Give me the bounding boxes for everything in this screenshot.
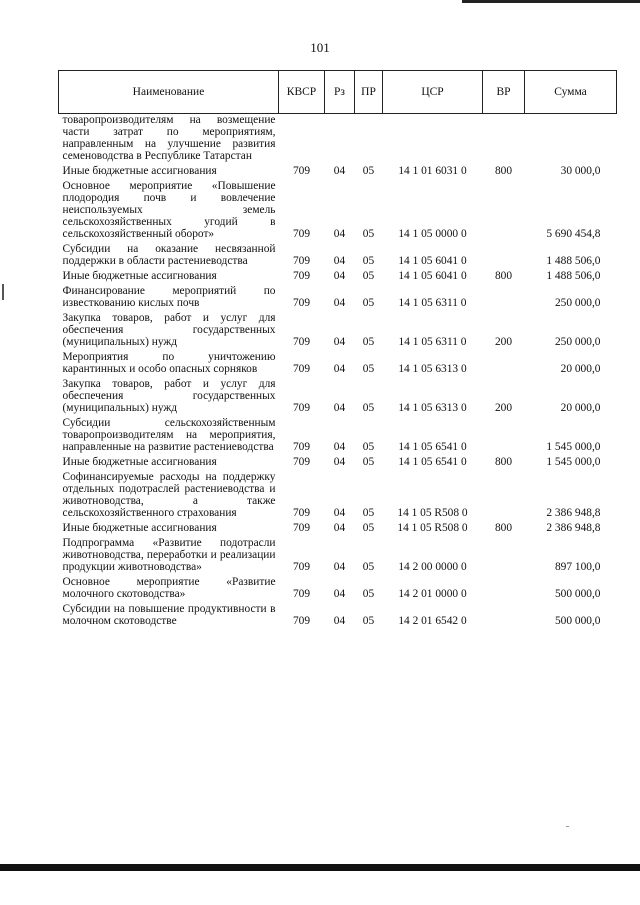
row-pr: 05	[362, 165, 375, 177]
table-row	[59, 312, 617, 351]
row-rz: 04	[333, 255, 346, 267]
row-kvsr: 709	[292, 456, 311, 468]
row-pr: 05	[362, 270, 375, 282]
row-sum: 500 000,0	[554, 615, 601, 627]
row-sum: 1 545 000,0	[546, 456, 601, 468]
row-rz: 04	[333, 588, 346, 600]
row-sum: 897 100,0	[554, 561, 601, 573]
header-vr: ВР	[483, 71, 525, 114]
row-sum	[525, 114, 617, 166]
row-rz: 04	[333, 228, 346, 240]
row-kvsr: 709	[292, 270, 311, 282]
table-body	[59, 114, 617, 631]
row-csr: 14 1 05 0000 0	[398, 228, 467, 240]
row-vr	[483, 180, 525, 243]
row-vr: 800	[494, 270, 513, 282]
row-kvsr: 709	[292, 336, 311, 348]
row-csr: 14 2 01 0000 0	[398, 588, 467, 600]
header-kvsr: КВСР	[279, 71, 325, 114]
row-csr: 14 1 05 6041 0	[398, 270, 467, 282]
row-sum: 500 000,0	[554, 588, 601, 600]
row-kvsr: 709	[292, 615, 311, 627]
row-rz: 04	[333, 270, 346, 282]
row-rz: 04	[333, 297, 346, 309]
table-row	[59, 603, 617, 630]
row-vr	[483, 576, 525, 603]
row-sum: 5 690 454,8	[546, 228, 601, 240]
row-vr	[483, 537, 525, 576]
row-kvsr: 709	[292, 228, 311, 240]
row-csr: 14 1 05 6313 0	[398, 402, 467, 414]
row-name: Подпрограмма «Развитие подотрасли животноводства, переработки и реализации продукции животноводства»	[62, 537, 276, 573]
row-rz: 04	[333, 507, 346, 519]
table-row	[59, 165, 617, 180]
row-name: товаропроизводителям на возмещение части затрат по мероприятиям, направленным на улучшение развития семеноводства в Республике Татарстан	[62, 114, 276, 162]
table-row	[59, 378, 617, 417]
row-name: Иные бюджетные ассигнования	[62, 522, 217, 534]
table-row	[59, 180, 617, 243]
row-csr: 14 1 05 R508 0	[397, 507, 468, 519]
table-row	[59, 537, 617, 576]
row-name: Основное мероприятие «Развитие молочного скотоводства»	[62, 576, 276, 600]
scan-mark	[2, 284, 4, 300]
header-rz: Рз	[325, 71, 355, 114]
row-pr	[355, 114, 383, 166]
row-pr: 05	[362, 228, 375, 240]
row-kvsr: 709	[292, 297, 311, 309]
table-row	[59, 285, 617, 312]
row-pr: 05	[362, 522, 375, 534]
row-csr	[383, 114, 483, 166]
row-sum: 2 386 948,8	[546, 507, 601, 519]
row-vr	[483, 243, 525, 270]
row-kvsr: 709	[292, 522, 311, 534]
row-name: Закупка товаров, работ и услуг для обеспечения государственных (муниципальных) нужд	[62, 378, 276, 414]
row-pr: 05	[362, 561, 375, 573]
page-number: 101	[310, 40, 330, 55]
row-csr: 14 1 05 6313 0	[398, 363, 467, 375]
row-kvsr	[279, 114, 325, 166]
row-kvsr: 709	[292, 255, 311, 267]
row-kvsr: 709	[292, 561, 311, 573]
row-pr: 05	[362, 456, 375, 468]
row-kvsr: 709	[292, 588, 311, 600]
row-sum: 1 545 000,0	[546, 441, 601, 453]
header-sum: Сумма	[525, 71, 617, 114]
row-csr: 14 1 05 R508 0	[397, 522, 468, 534]
row-vr: 800	[494, 456, 513, 468]
row-kvsr: 709	[292, 363, 311, 375]
row-kvsr: 709	[292, 441, 311, 453]
row-name: Субсидии сельскохозяйственным товаропроизводителям на мероприятия, направленные на развитие растениеводства	[62, 417, 276, 453]
row-vr	[483, 603, 525, 630]
table-row	[59, 114, 617, 166]
row-name: Субсидии на оказание несвязанной поддержки в области растениеводства	[62, 243, 276, 267]
row-pr: 05	[362, 336, 375, 348]
row-kvsr: 709	[292, 165, 311, 177]
table-row	[59, 351, 617, 378]
row-rz	[325, 114, 355, 166]
header-pr: ПР	[355, 71, 383, 114]
row-name: Финансирование мероприятий по известкованию кислых почв	[62, 285, 276, 309]
row-vr: 200	[494, 336, 513, 348]
row-pr: 05	[362, 402, 375, 414]
row-rz: 04	[333, 561, 346, 573]
row-csr: 14 1 05 6311 0	[398, 336, 467, 348]
row-pr: 05	[362, 441, 375, 453]
row-csr: 14 1 05 6541 0	[398, 441, 467, 453]
row-rz: 04	[333, 441, 346, 453]
row-pr: 05	[362, 363, 375, 375]
row-name: Иные бюджетные ассигнования	[62, 165, 217, 177]
row-name: Софинансируемые расходы на поддержку отдельных подотраслей растениеводства и животноводства, а также сельскохозяйственного страхования	[62, 471, 276, 519]
row-name: Субсидии на повышение продуктивности в молочном скотоводстве	[62, 603, 276, 627]
row-vr	[483, 285, 525, 312]
row-name: Основное мероприятие «Повышение плодородия почв и вовлечение неиспользуемых земель сельскохозяйственных угодий в сельскохозяйственный оборот»	[62, 180, 276, 240]
row-csr: 14 1 05 6041 0	[398, 255, 467, 267]
row-rz: 04	[333, 402, 346, 414]
table-row	[59, 270, 617, 285]
row-name: Иные бюджетные ассигнования	[62, 456, 217, 468]
row-name: Закупка товаров, работ и услуг для обеспечения государственных (муниципальных) нужд	[62, 312, 276, 348]
row-rz: 04	[333, 363, 346, 375]
scan-speck	[566, 826, 569, 827]
row-sum: 20 000,0	[560, 402, 601, 414]
row-vr	[483, 114, 525, 166]
row-rz: 04	[333, 336, 346, 348]
row-pr: 05	[362, 255, 375, 267]
row-kvsr: 709	[292, 402, 311, 414]
row-name: Мероприятия по уничтожению карантинных и особо опасных сорняков	[62, 351, 276, 375]
row-pr: 05	[362, 507, 375, 519]
row-sum: 20 000,0	[560, 363, 601, 375]
row-rz: 04	[333, 165, 346, 177]
top-rule	[462, 0, 640, 3]
row-pr: 05	[362, 615, 375, 627]
row-rz: 04	[333, 615, 346, 627]
row-sum: 1 488 506,0	[546, 270, 601, 282]
row-csr: 14 2 01 6542 0	[398, 615, 467, 627]
row-pr: 05	[362, 297, 375, 309]
row-csr: 14 1 05 6311 0	[398, 297, 467, 309]
row-pr: 05	[362, 588, 375, 600]
row-vr	[483, 471, 525, 522]
header-name: Наименование	[59, 71, 279, 114]
bottom-rule	[0, 864, 640, 871]
row-name: Иные бюджетные ассигнования	[62, 270, 217, 282]
row-vr	[483, 417, 525, 456]
budget-table	[58, 70, 617, 630]
row-sum: 2 386 948,8	[546, 522, 601, 534]
table-row	[59, 522, 617, 537]
row-vr: 200	[494, 402, 513, 414]
table-row	[59, 243, 617, 270]
row-sum: 30 000,0	[560, 165, 601, 177]
row-csr: 14 1 05 6541 0	[398, 456, 467, 468]
row-sum: 1 488 506,0	[546, 255, 601, 267]
table-row	[59, 417, 617, 456]
row-sum: 250 000,0	[554, 336, 601, 348]
row-csr: 14 2 00 0000 0	[398, 561, 467, 573]
table-row	[59, 576, 617, 603]
row-kvsr: 709	[292, 507, 311, 519]
table-row	[59, 471, 617, 522]
row-rz: 04	[333, 522, 346, 534]
row-rz: 04	[333, 456, 346, 468]
table-row	[59, 456, 617, 471]
row-vr	[483, 351, 525, 378]
header-csr: ЦСР	[383, 71, 483, 114]
table-header-row	[59, 71, 617, 114]
row-vr: 800	[494, 165, 513, 177]
row-sum: 250 000,0	[554, 297, 601, 309]
row-vr: 800	[494, 522, 513, 534]
row-csr: 14 1 01 6031 0	[398, 165, 467, 177]
